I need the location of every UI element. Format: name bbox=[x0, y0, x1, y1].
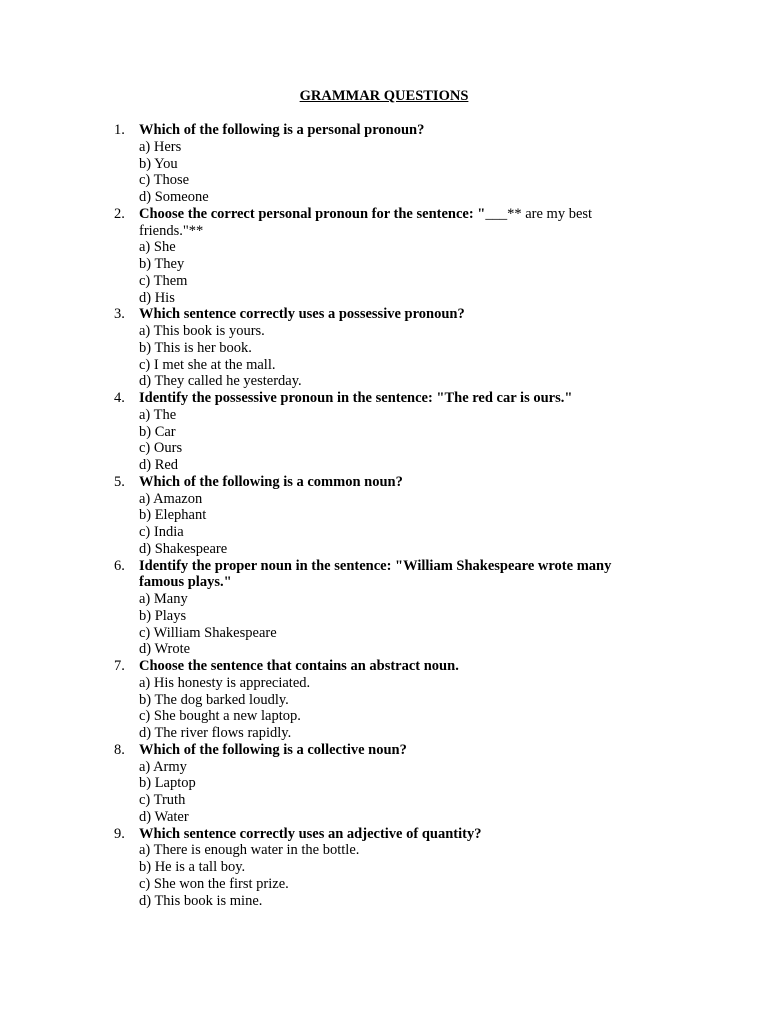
answer-option: d) His bbox=[139, 289, 175, 306]
question-9 bbox=[0, 826, 649, 910]
question-list bbox=[0, 122, 768, 909]
answer-option: a) His honesty is appreciated. bbox=[139, 674, 311, 691]
answer-option: b) Elephant bbox=[139, 507, 207, 524]
answer-option: c) India bbox=[139, 524, 184, 540]
page-title: GRAMMAR QUESTIONS bbox=[299, 88, 469, 104]
question-number: 8. bbox=[114, 741, 125, 758]
answer-option: b) They bbox=[139, 256, 185, 272]
question-number: 1. bbox=[114, 122, 125, 138]
answer-option: c) She bought a new laptop. bbox=[139, 708, 301, 725]
question-text-bold: Choose the correct personal pronoun for the sentence: " bbox=[139, 205, 486, 222]
answer-option: c) Them bbox=[139, 272, 188, 289]
answer-option: d) Wrote bbox=[139, 641, 191, 658]
answer-option: c) She won the first prize. bbox=[139, 875, 289, 892]
answer-option: a) She bbox=[139, 239, 176, 256]
answer-option: c) I met she at the mall. bbox=[139, 356, 276, 373]
answer-option: d) The river flows rapidly. bbox=[139, 725, 292, 741]
question-1 bbox=[0, 122, 649, 206]
question-text: Identify the proper noun in the sentence: "William Shakespeare wrote many famous plays." bbox=[139, 557, 612, 591]
answer-option: c) Ours bbox=[139, 440, 183, 457]
answer-option: d) Red bbox=[139, 457, 179, 473]
answer-option: d) Water bbox=[139, 808, 189, 825]
answer-option: b) Car bbox=[139, 423, 176, 440]
question-7 bbox=[0, 658, 649, 742]
question-number: 3. bbox=[114, 306, 125, 323]
answer-option: d) Someone bbox=[139, 189, 209, 205]
question-number: 9. bbox=[114, 825, 125, 842]
question-4 bbox=[0, 390, 649, 474]
question-number: 7. bbox=[114, 658, 125, 674]
question-8 bbox=[0, 742, 649, 826]
question-number: 5. bbox=[114, 473, 125, 490]
answer-option: a) Hers bbox=[139, 138, 182, 155]
question-2 bbox=[0, 206, 649, 307]
answer-option: b) This is her book. bbox=[139, 339, 252, 356]
answer-option: a) Army bbox=[139, 758, 187, 775]
answer-option: c) Truth bbox=[139, 792, 186, 808]
answer-option: d) They called he yesterday. bbox=[139, 373, 302, 390]
question-6 bbox=[0, 558, 649, 659]
question-text: Which of the following is a personal pronoun? bbox=[139, 122, 425, 138]
answer-option: b) The dog barked loudly. bbox=[139, 691, 289, 708]
question-number: 4. bbox=[114, 390, 125, 406]
question-text: Identify the possessive pronoun in the sentence: "The red car is ours." bbox=[139, 390, 573, 406]
question-text: Choose the sentence that contains an abstract noun. bbox=[139, 658, 459, 674]
question-number: 2. bbox=[114, 205, 125, 222]
answer-option: b) Plays bbox=[139, 607, 187, 624]
question-number: 6. bbox=[114, 557, 125, 574]
answer-option: c) Those bbox=[139, 172, 190, 189]
answer-option: b) Laptop bbox=[139, 775, 196, 792]
answer-option: d) Shakespeare bbox=[139, 540, 228, 557]
answer-option: b) You bbox=[139, 155, 178, 172]
question-text bbox=[139, 206, 649, 240]
question-text-normal: ___** are my best friends."** bbox=[139, 205, 593, 239]
answer-option: a) Many bbox=[139, 591, 188, 607]
answer-option: a) Amazon bbox=[139, 490, 203, 507]
question-5 bbox=[0, 474, 649, 558]
answer-option: d) This book is mine. bbox=[139, 892, 263, 909]
answer-option: a) The bbox=[139, 406, 177, 423]
question-text: Which of the following is a common noun? bbox=[139, 473, 403, 490]
question-text: Which of the following is a collective noun? bbox=[139, 741, 407, 758]
answer-option: a) There is enough water in the bottle. bbox=[139, 842, 360, 859]
answer-option: c) William Shakespeare bbox=[139, 624, 277, 641]
answer-option: b) He is a tall boy. bbox=[139, 859, 246, 875]
question-3 bbox=[0, 306, 649, 390]
question-text: Which sentence correctly uses a possessive pronoun? bbox=[139, 306, 465, 323]
answer-option: a) This book is yours. bbox=[139, 323, 265, 339]
question-text: Which sentence correctly uses an adjective of quantity? bbox=[139, 825, 482, 842]
